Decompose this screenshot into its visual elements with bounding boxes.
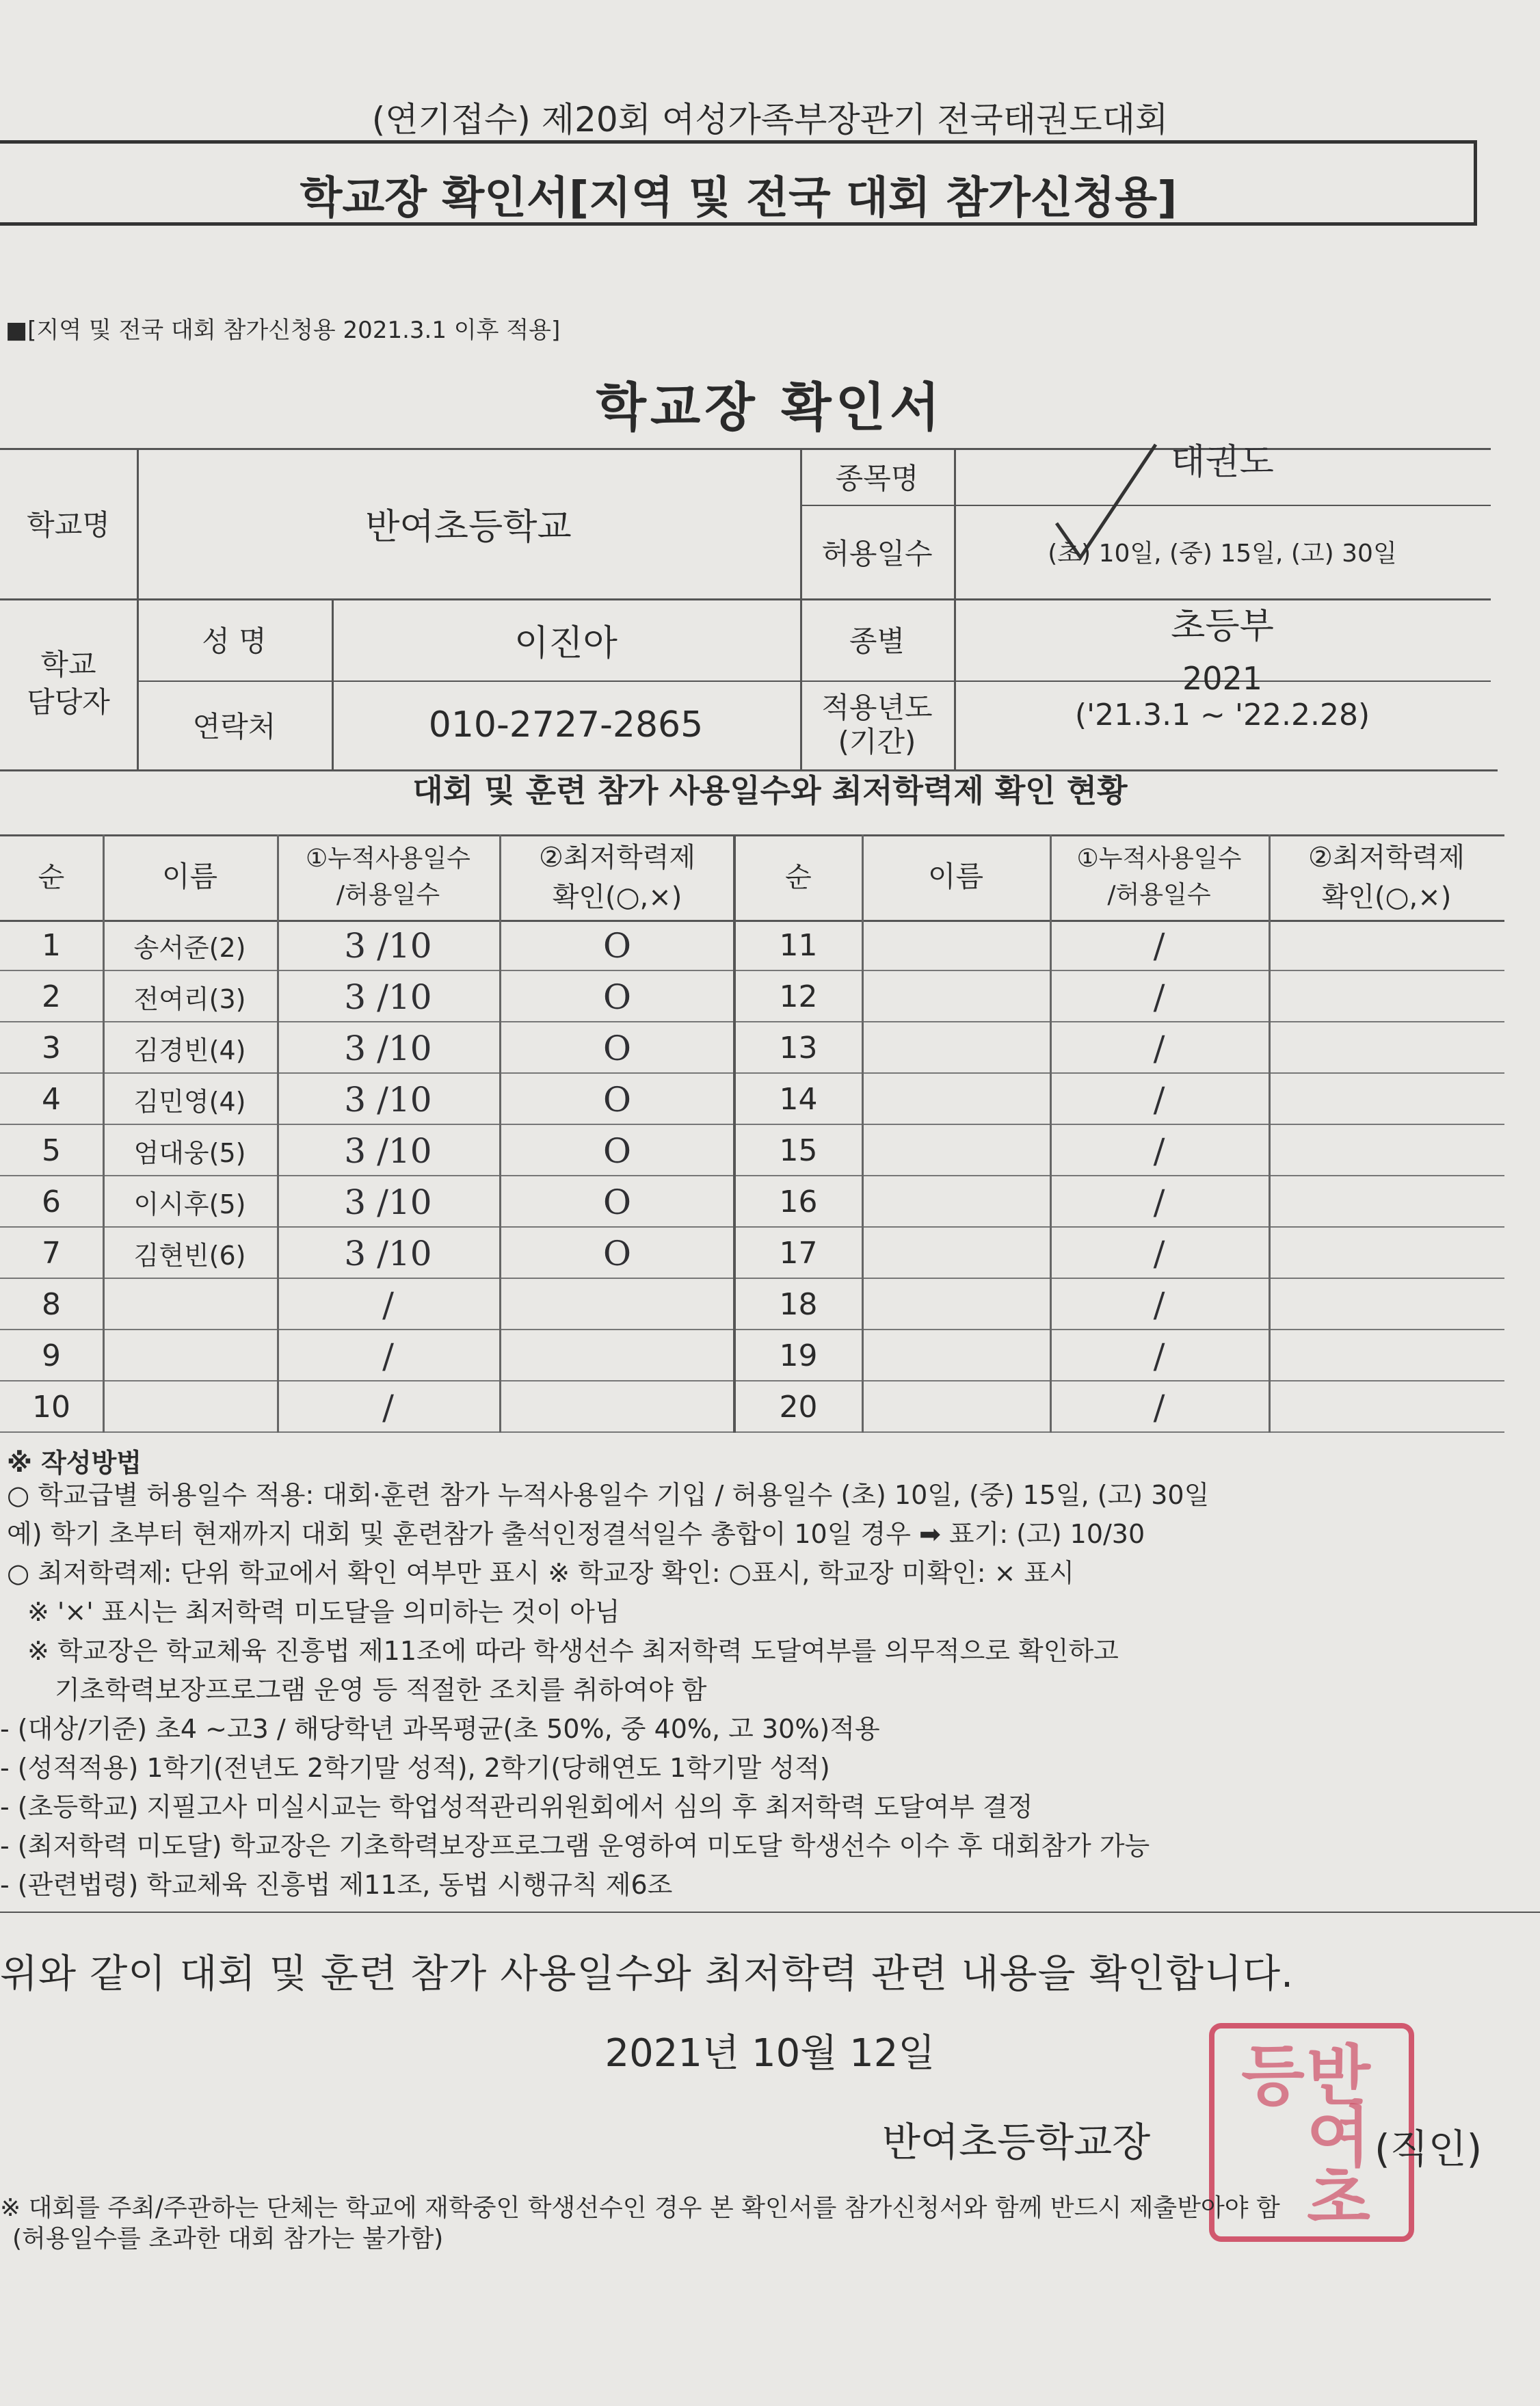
instruction-line: - (최저학력 미도달) 학교장은 기초학력보장프로그램 운영하여 미도달 학생선수 이수 후 대회참가 가능	[0, 1831, 1150, 1861]
row-name: 엄대웅(5)	[133, 1138, 246, 1168]
col-line	[862, 834, 864, 1433]
row-check: O	[603, 1079, 631, 1120]
row-days: /	[1153, 1028, 1165, 1068]
row-check	[1269, 1125, 1504, 1176]
row-name	[862, 1022, 1050, 1074]
row-name: 송서준(2)	[133, 933, 246, 963]
row-check	[1269, 1022, 1504, 1074]
row-no: 20	[779, 1390, 818, 1425]
row-no: 11	[779, 928, 818, 963]
row-no: 8	[42, 1287, 61, 1322]
row-days: /	[1153, 1079, 1165, 1120]
row-check	[1269, 1330, 1504, 1382]
row-days: /	[382, 1336, 394, 1376]
row-no: 16	[779, 1185, 818, 1219]
division-value: 초등부	[1171, 605, 1274, 647]
event-title: (연기접수) 제20회 여성가족부장관기 전국태권도대회	[371, 100, 1169, 140]
row-no: 3	[42, 1031, 61, 1066]
row-name	[862, 1382, 1050, 1433]
signer: 반여초등학교장	[882, 2119, 1151, 2165]
col-header-check: ②최저학력제 확인(○,×)	[1307, 841, 1465, 913]
confirm-date: 2021년 10월 12일	[605, 2031, 935, 2076]
row-name	[103, 1330, 277, 1382]
row-no: 14	[779, 1082, 818, 1117]
status-title: 대회 및 훈련 참가 사용일수와 최저학력제 확인 현황	[412, 772, 1128, 809]
col-line	[103, 834, 105, 1433]
row-days: /	[1153, 1336, 1165, 1376]
row-name	[862, 920, 1050, 971]
name-label: 성 명	[202, 624, 267, 658]
col-header-name: 이름	[161, 860, 218, 894]
instruction-line: 예) 학기 초부터 현재까지 대회 및 훈련참가 출석인정결석일수 총합이 10일 경우 ➡ 표기: (고) 10/30	[7, 1519, 1145, 1549]
contact-value: 010-2727-2865	[428, 704, 704, 745]
row-check: O	[603, 1028, 631, 1068]
allowed-days-label: 허용일수	[821, 536, 933, 570]
row-check	[1269, 971, 1504, 1022]
row-check: O	[603, 1182, 631, 1222]
instructions-title: ※ 작성방법	[7, 1448, 142, 1478]
row-no: 7	[42, 1236, 61, 1271]
center-divider	[733, 834, 736, 1433]
divider-line	[0, 1912, 1540, 1913]
row-check	[1269, 920, 1504, 971]
row-no: 15	[779, 1133, 818, 1168]
row-no: 1	[42, 928, 61, 963]
col-header-no: 순	[38, 861, 65, 893]
col-line	[277, 834, 279, 1433]
row-no: 6	[42, 1185, 61, 1219]
col-header-check: ②최저학력제 확인(○,×)	[538, 841, 696, 913]
row-name: 전여리(3)	[133, 984, 246, 1014]
instruction-line: - (성적적용) 1학기(전년도 2학기말 성적), 2학기(당해연도 1학기말 성적)	[0, 1753, 830, 1783]
status-table	[0, 834, 1540, 1436]
school-value: 반여초등학교	[365, 506, 572, 548]
row-days: /	[1153, 977, 1165, 1017]
row-no: 17	[779, 1236, 818, 1271]
row-days: /	[1153, 1131, 1165, 1171]
row-check	[1269, 1228, 1504, 1279]
seal-text: 반여초등	[1230, 2041, 1372, 2225]
row-days: 3 /10	[344, 1182, 432, 1222]
row-no: 10	[32, 1390, 70, 1425]
row-days: /	[1153, 925, 1165, 966]
row-check	[499, 1279, 735, 1330]
row-no: 4	[42, 1082, 61, 1117]
col-header-no: 순	[785, 861, 812, 893]
period-value: ('21.3.1 ~ '22.2.28)	[1074, 698, 1370, 732]
row-no: 13	[779, 1031, 818, 1066]
row-no: 2	[42, 979, 61, 1014]
row-no: 5	[42, 1133, 61, 1168]
row-check	[499, 1382, 735, 1433]
form-title: 학교장 확인서[지역 및 전국 대회 참가신청용]	[300, 173, 1178, 224]
row-days: 3 /10	[344, 1079, 432, 1120]
col-header-days: ①누적사용일수 /허용일수	[306, 845, 470, 909]
row-no: 12	[779, 979, 818, 1014]
instruction-line: ※ 학교장은 학교체육 진흥법 제11조에 따라 학생선수 최저학력 도달여부를 의무적으로 확인하고	[27, 1636, 1119, 1666]
row-days: 3 /10	[344, 925, 432, 966]
col-line	[1050, 834, 1052, 1433]
seal-mark: (직인)	[1375, 2126, 1483, 2172]
division-label: 종별	[849, 624, 905, 658]
row-name: 김현빈(6)	[133, 1241, 246, 1271]
row-name: 김경빈(4)	[133, 1035, 246, 1066]
row-days: /	[1153, 1284, 1165, 1325]
row-check	[1269, 1074, 1504, 1125]
allowed-days-value: (초) 10일, (중) 15일, (고) 30일	[1048, 540, 1397, 568]
row-check	[1269, 1382, 1504, 1433]
confirm-statement: 위와 같이 대회 및 훈련 참가 사용일수와 최저학력 관련 내용을 확인합니다.	[0, 1951, 1295, 1996]
row-days: 3 /10	[344, 1131, 432, 1171]
row-name	[862, 1279, 1050, 1330]
row-check: O	[603, 1233, 631, 1273]
row-days: /	[382, 1387, 394, 1427]
col-header-days: ①누적사용일수 /허용일수	[1076, 845, 1242, 909]
row-name	[862, 1228, 1050, 1279]
instruction-line: 기초학력보장프로그램 운영 등 적절한 조치를 취하여야 함	[55, 1675, 707, 1705]
row-name: 김민영(4)	[133, 1087, 246, 1117]
row-days: /	[1153, 1233, 1165, 1273]
instruction-line: ○ 학교급별 허용일수 적용: 대회·훈련 참가 누적사용일수 기입 / 허용일수 (초) 10일, (중) 15일, (고) 30일	[7, 1480, 1210, 1510]
footer-note: ※ 대회를 주최/주관하는 단체는 학교에 재학중인 학생선수인 경우 본 확인서를 참가신청서와 함께 반드시 제출받아야 함	[0, 2194, 1280, 2222]
sport-value: 태권도	[1171, 441, 1274, 483]
name-value: 이진아	[514, 622, 618, 664]
year-label: 적용년도 (기간)	[821, 690, 933, 758]
row-no: 19	[779, 1338, 818, 1373]
row-name: 이시후(5)	[133, 1189, 246, 1219]
instruction-line: ○ 최저학력제: 단위 학교에서 확인 여부만 표시 ※ 학교장 확인: ○표시, 학교장 미확인: × 표시	[7, 1558, 1074, 1588]
col-line	[1269, 834, 1271, 1433]
row-line	[0, 1431, 735, 1433]
row-check	[1269, 1176, 1504, 1228]
year-value: 2021	[1182, 660, 1263, 697]
instruction-line: - (대상/기준) 초4 ~고3 / 해당학년 과목평균(초 50%, 중 40%, 고 30%)적용	[0, 1714, 880, 1744]
row-days: /	[1153, 1387, 1165, 1427]
row-name	[862, 1125, 1050, 1176]
row-name	[862, 1330, 1050, 1382]
col-header-name: 이름	[927, 860, 984, 894]
row-check	[499, 1330, 735, 1382]
row-check: O	[603, 1131, 631, 1171]
col-line	[499, 834, 501, 1433]
row-check	[1269, 1279, 1504, 1330]
doc-title: 학교장 확인서	[596, 377, 944, 438]
instruction-line: - (관련법령) 학교체육 진흥법 제11조, 동법 시행규칙 제6조	[0, 1870, 673, 1900]
row-name	[862, 971, 1050, 1022]
row-name	[862, 1176, 1050, 1228]
row-days: /	[382, 1284, 394, 1325]
row-days: /	[1153, 1182, 1165, 1222]
school-label: 학교명	[27, 508, 110, 542]
row-name	[103, 1382, 277, 1433]
row-check: O	[603, 977, 631, 1017]
manager-label: 학교 담당자	[27, 648, 110, 719]
row-no: 9	[42, 1338, 61, 1373]
row-days: 3 /10	[344, 1233, 432, 1273]
footer-note-2: (허용일수를 초과한 대회 참가는 불가함)	[12, 2225, 444, 2253]
instruction-line: - (초등학교) 지필고사 미실시교는 학업성적관리위원회에서 심의 후 최저학력 도달여부 결정	[0, 1792, 1033, 1822]
instruction-line: ※ '×' 표시는 최저학력 미도달을 의미하는 것이 아님	[27, 1597, 620, 1627]
row-line	[735, 1431, 1504, 1433]
row-name	[103, 1279, 277, 1330]
contact-label: 연락처	[192, 710, 276, 743]
row-days: 3 /10	[344, 1028, 432, 1068]
sport-label: 종목명	[835, 461, 919, 495]
row-no: 18	[779, 1287, 818, 1322]
row-days: 3 /10	[344, 977, 432, 1017]
row-check: O	[603, 925, 631, 966]
form-note: ■[지역 및 전국 대회 참가신청용 2021.3.1 이후 적용]	[5, 317, 561, 344]
row-name	[862, 1074, 1050, 1125]
